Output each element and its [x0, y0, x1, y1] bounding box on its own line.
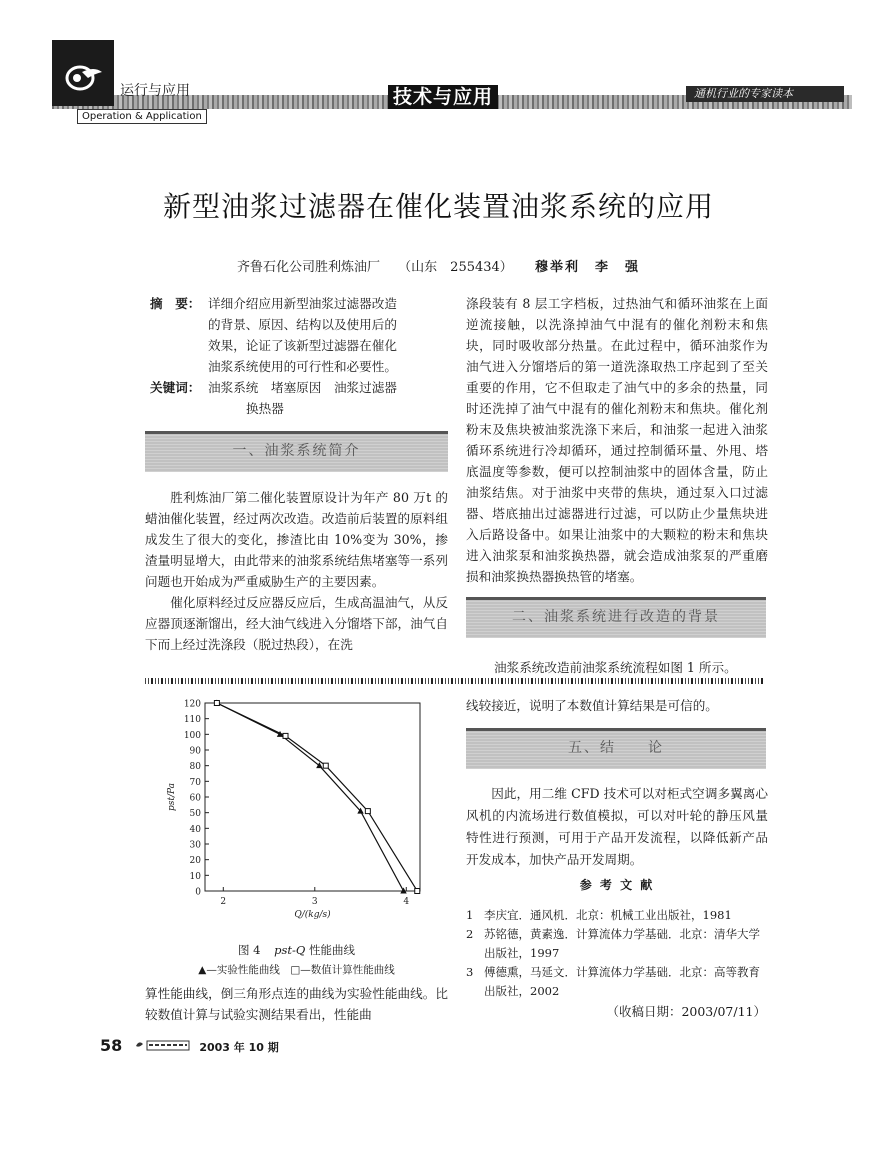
y-tick-label: 100	[183, 730, 201, 741]
abstract-block	[150, 293, 450, 419]
y-tick-label: 60	[189, 793, 201, 804]
y-tick-label: 50	[189, 809, 201, 820]
y-tick-label: 90	[189, 746, 201, 757]
x-axis-label: Q/(kg/s)	[294, 910, 331, 920]
abstract-line: 效果，论证了该新型过滤器在催化	[208, 338, 397, 353]
conclusion-text	[466, 783, 768, 871]
data-point-square	[323, 763, 328, 768]
data-point-square	[415, 889, 420, 894]
abstract-line: 油浆系统使用的可行性和必要性。	[208, 359, 397, 374]
data-point-square	[365, 809, 370, 814]
reference-text: 李庆宜．通风机．北京：机械工业出版社，1981	[484, 908, 732, 922]
y-tick-label: 70	[189, 777, 201, 788]
paragraph: 催化原料经过反应器反应后，生成高温油气，从反应器顶逐渐馏出，经大油气线进入分馏塔下部，油气自下而上经过洗涤段（脱过热段），在洗	[145, 595, 448, 652]
article-title: 新型油浆过滤器在催化装置油浆系统的应用	[162, 190, 714, 223]
page-number: 58	[100, 1036, 123, 1055]
right-column-body	[466, 293, 768, 587]
journal-logo-icon	[64, 62, 104, 92]
y-tick-label: 80	[189, 762, 201, 773]
figure-number: 图 4	[238, 943, 261, 957]
reference-text: 傅德熏，马延文．计算流体力学基础．北京：高等教育出版社，2002	[484, 965, 760, 998]
figure-caption-text: 性能曲线	[309, 943, 355, 957]
paragraph: 因此，用二维 CFD 技术可以对柜式空调多翼离心风机的内流场进行数值模拟，可以对叶轮的静压风量特性进行预测，可用于产品开发流程，以降低新产品开发成本，加快产品开发周期。	[466, 786, 768, 867]
reference-item	[466, 925, 768, 963]
abstract-line: 的背景、原因、结构以及使用后的	[208, 317, 397, 332]
references-list	[466, 906, 768, 1001]
reference-number: 1	[466, 908, 474, 922]
author-names: 穆举利 李 强	[534, 260, 640, 275]
y-tick-label: 30	[189, 840, 201, 851]
page-divider	[145, 678, 765, 684]
keywords-line: 换热器	[246, 401, 284, 416]
y-tick-label: 10	[189, 871, 201, 882]
y-tick-label: 120	[183, 699, 201, 710]
reference-item	[466, 963, 768, 1001]
author-line	[0, 256, 877, 275]
references-title: 参 考 文 献	[579, 878, 655, 892]
author-affiliation: 齐鲁石化公司胜利炼油厂	[237, 260, 381, 275]
tech-application-banner: 技术与应用	[388, 85, 498, 109]
section-heading-conclusion: 五、结 论	[466, 728, 766, 769]
paragraph: 胜利炼油厂第二催化装置原设计为年产 80 万t 的蜡油催化装置，经过两次改造。改造前后装置的原料组成发生了很大的变化，掺渣比由 10%变为 30%，掺渣量明显增大，由此带来的油浆系统结焦堵塞等一系列问题也开始成为严重威胁生产的主要因素。	[145, 490, 448, 589]
figure-variable: pst-Q	[274, 943, 306, 957]
right-top-text: 线较接近，说明了本数值计算结果是可信的。	[466, 698, 718, 713]
reference-item	[466, 906, 768, 925]
left-column-body	[145, 487, 448, 655]
section-label-en: Operation & Application	[77, 109, 207, 124]
section-heading-background: 二、油浆系统进行改造的背景	[466, 597, 766, 638]
left-bottom-text: 算性能曲线，倒三角形点连的曲线为实验性能曲线。比较数值计算与试验实测结果看出，性能曲	[145, 986, 448, 1022]
journal-footer-logo-icon	[133, 1038, 193, 1052]
issue-label: 2003 年 10 期	[199, 1041, 279, 1054]
abstract-label: 摘 要：	[150, 296, 201, 311]
data-point-square	[283, 733, 288, 738]
series-line	[217, 703, 417, 891]
performance-chart	[160, 695, 430, 935]
series-line	[217, 703, 404, 891]
x-tick-label: 4	[403, 897, 410, 907]
x-tick-label: 3	[311, 897, 318, 907]
reference-number: 2	[466, 927, 474, 941]
keywords-line: 油浆系统 堵塞原因 油浆过滤器	[208, 380, 397, 395]
y-tick-label: 20	[189, 856, 201, 867]
y-tick-label: 0	[195, 887, 201, 898]
reference-number: 3	[466, 965, 474, 979]
abstract-line: 详细介绍应用新型油浆过滤器改造	[208, 296, 397, 311]
y-tick-label: 40	[189, 824, 201, 835]
received-date: （收稿日期：2003/07/11）	[606, 1004, 766, 1019]
reference-text: 苏铭德，黄素逸．计算流体力学基础．北京：清华大学出版社，1997	[484, 927, 760, 960]
y-axis-label: pst/Pa	[167, 782, 177, 812]
x-tick-label: 2	[220, 897, 227, 907]
author-location: （山东 255434）	[398, 260, 513, 275]
figure-legend: ▲—实验性能曲线 □—数值计算性能曲线	[198, 964, 395, 976]
section-heading-intro: 一、油浆系统简介	[145, 431, 448, 472]
page-footer	[100, 1036, 279, 1055]
data-point-square	[214, 701, 219, 706]
expert-reader-banner: 通机行业的专家读本	[686, 86, 844, 102]
y-tick-label: 110	[183, 715, 201, 726]
keywords-label: 关键词：	[150, 380, 201, 395]
section2-text: 油浆系统改造前油浆系统流程如图 1 所示。	[494, 660, 737, 675]
paragraph: 涤段装有 8 层工字档板，过热油气和循环油浆在上面逆流接触，以洗涤掉油气中混有的催化剂粉末和焦块，同时吸收部分热量。在此过程中，循环油浆作为油气进入分馏塔后的第一道洗涤取热工序起到了至关重要的作用，它不但取走了油气中的多余的热量，同时还洗掉了油气中混有的催化剂粉末和焦块。催化剂粉末及焦块被油浆洗涤下来后，和油浆一起进入油浆循环系统进行冷却循环，通过控制循环量、外甩、塔底温度等参数，便可以控制油浆中的固体含量，防止油浆结焦。对于油浆中夹带的焦块，通过泵入口过滤器、塔底抽出过滤器进行过滤，可以防止少量焦块进入后路设备中。如果让油浆中的大颗粒的粉末和焦块进入油浆泵和油浆换热器，就会造成油浆泵的严重磨损和油浆换热器换热管的堵塞。	[466, 296, 768, 584]
section-label-cn: 运行与应用	[120, 83, 190, 99]
figure-caption	[145, 942, 448, 958]
